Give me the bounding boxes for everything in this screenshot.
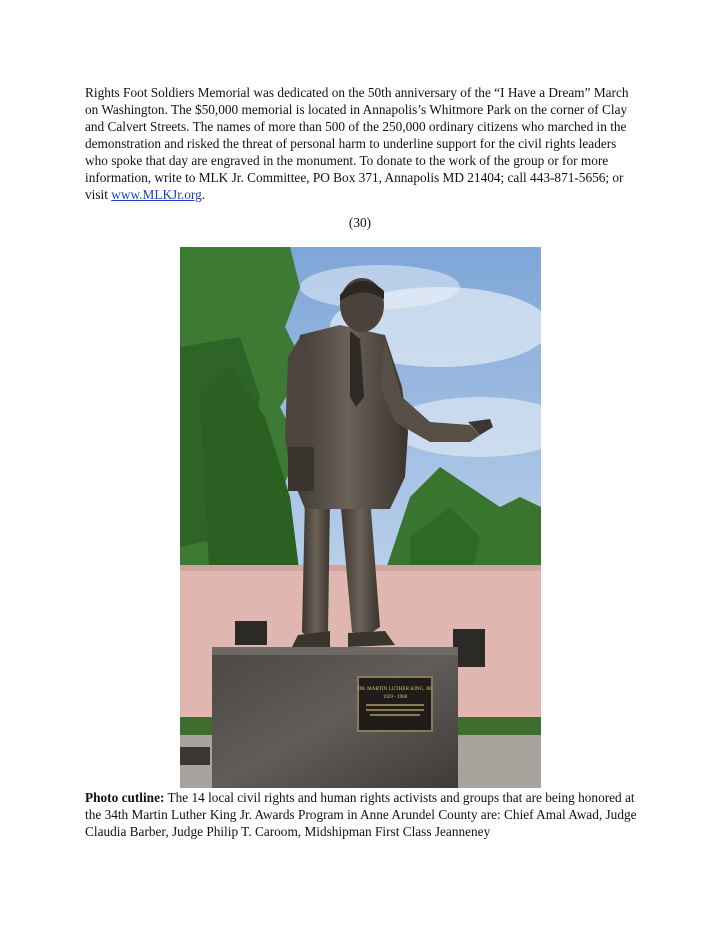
paragraph-end: . — [201, 187, 206, 202]
cutline-text: The 14 local civil rights and human rights activists and groups that are being honored at the 34th Martin Luther King Jr. Awards Program in Anne Arundel County are: Chief Amal Awad, Judge Claudia Barber, Judge Philip T. Caroom, Midshipman First Class Jeanneney — [85, 790, 637, 839]
body-paragraph — [85, 84, 640, 203]
plaque-title: DR. MARTIN LUTHER KING, JR. — [357, 686, 433, 692]
photo-cutline — [85, 789, 645, 840]
paragraph-text: Rights Foot Soldiers Memorial was dedicated on the 50th anniversary of the “I Have a Dream” March on Washington. The $50,000 memorial is located in Annapolis’s Whitmore Park on the corner of Clay and Calvert Streets. The names of more than 500 of the 250,000 ordinary citizens who marched in the demonstration and risked the threat of personal harm to underline support for the civil rights leaders who spoke that day are engraved in the monument. To donate to the work of the group or for more information, write to MLK Jr. Committee, PO Box 371, Annapolis MD 21404; call 443-871-5656; or visit — [85, 85, 629, 202]
plaque-years: 1929 - 1968 — [382, 695, 408, 700]
page-number: (30) — [348, 215, 372, 230]
mlk-statue-photo — [180, 247, 541, 788]
cutline-label: Photo cutline: — [85, 790, 165, 805]
mlk-website-link[interactable]: www.MLKJr.org — [111, 187, 202, 202]
